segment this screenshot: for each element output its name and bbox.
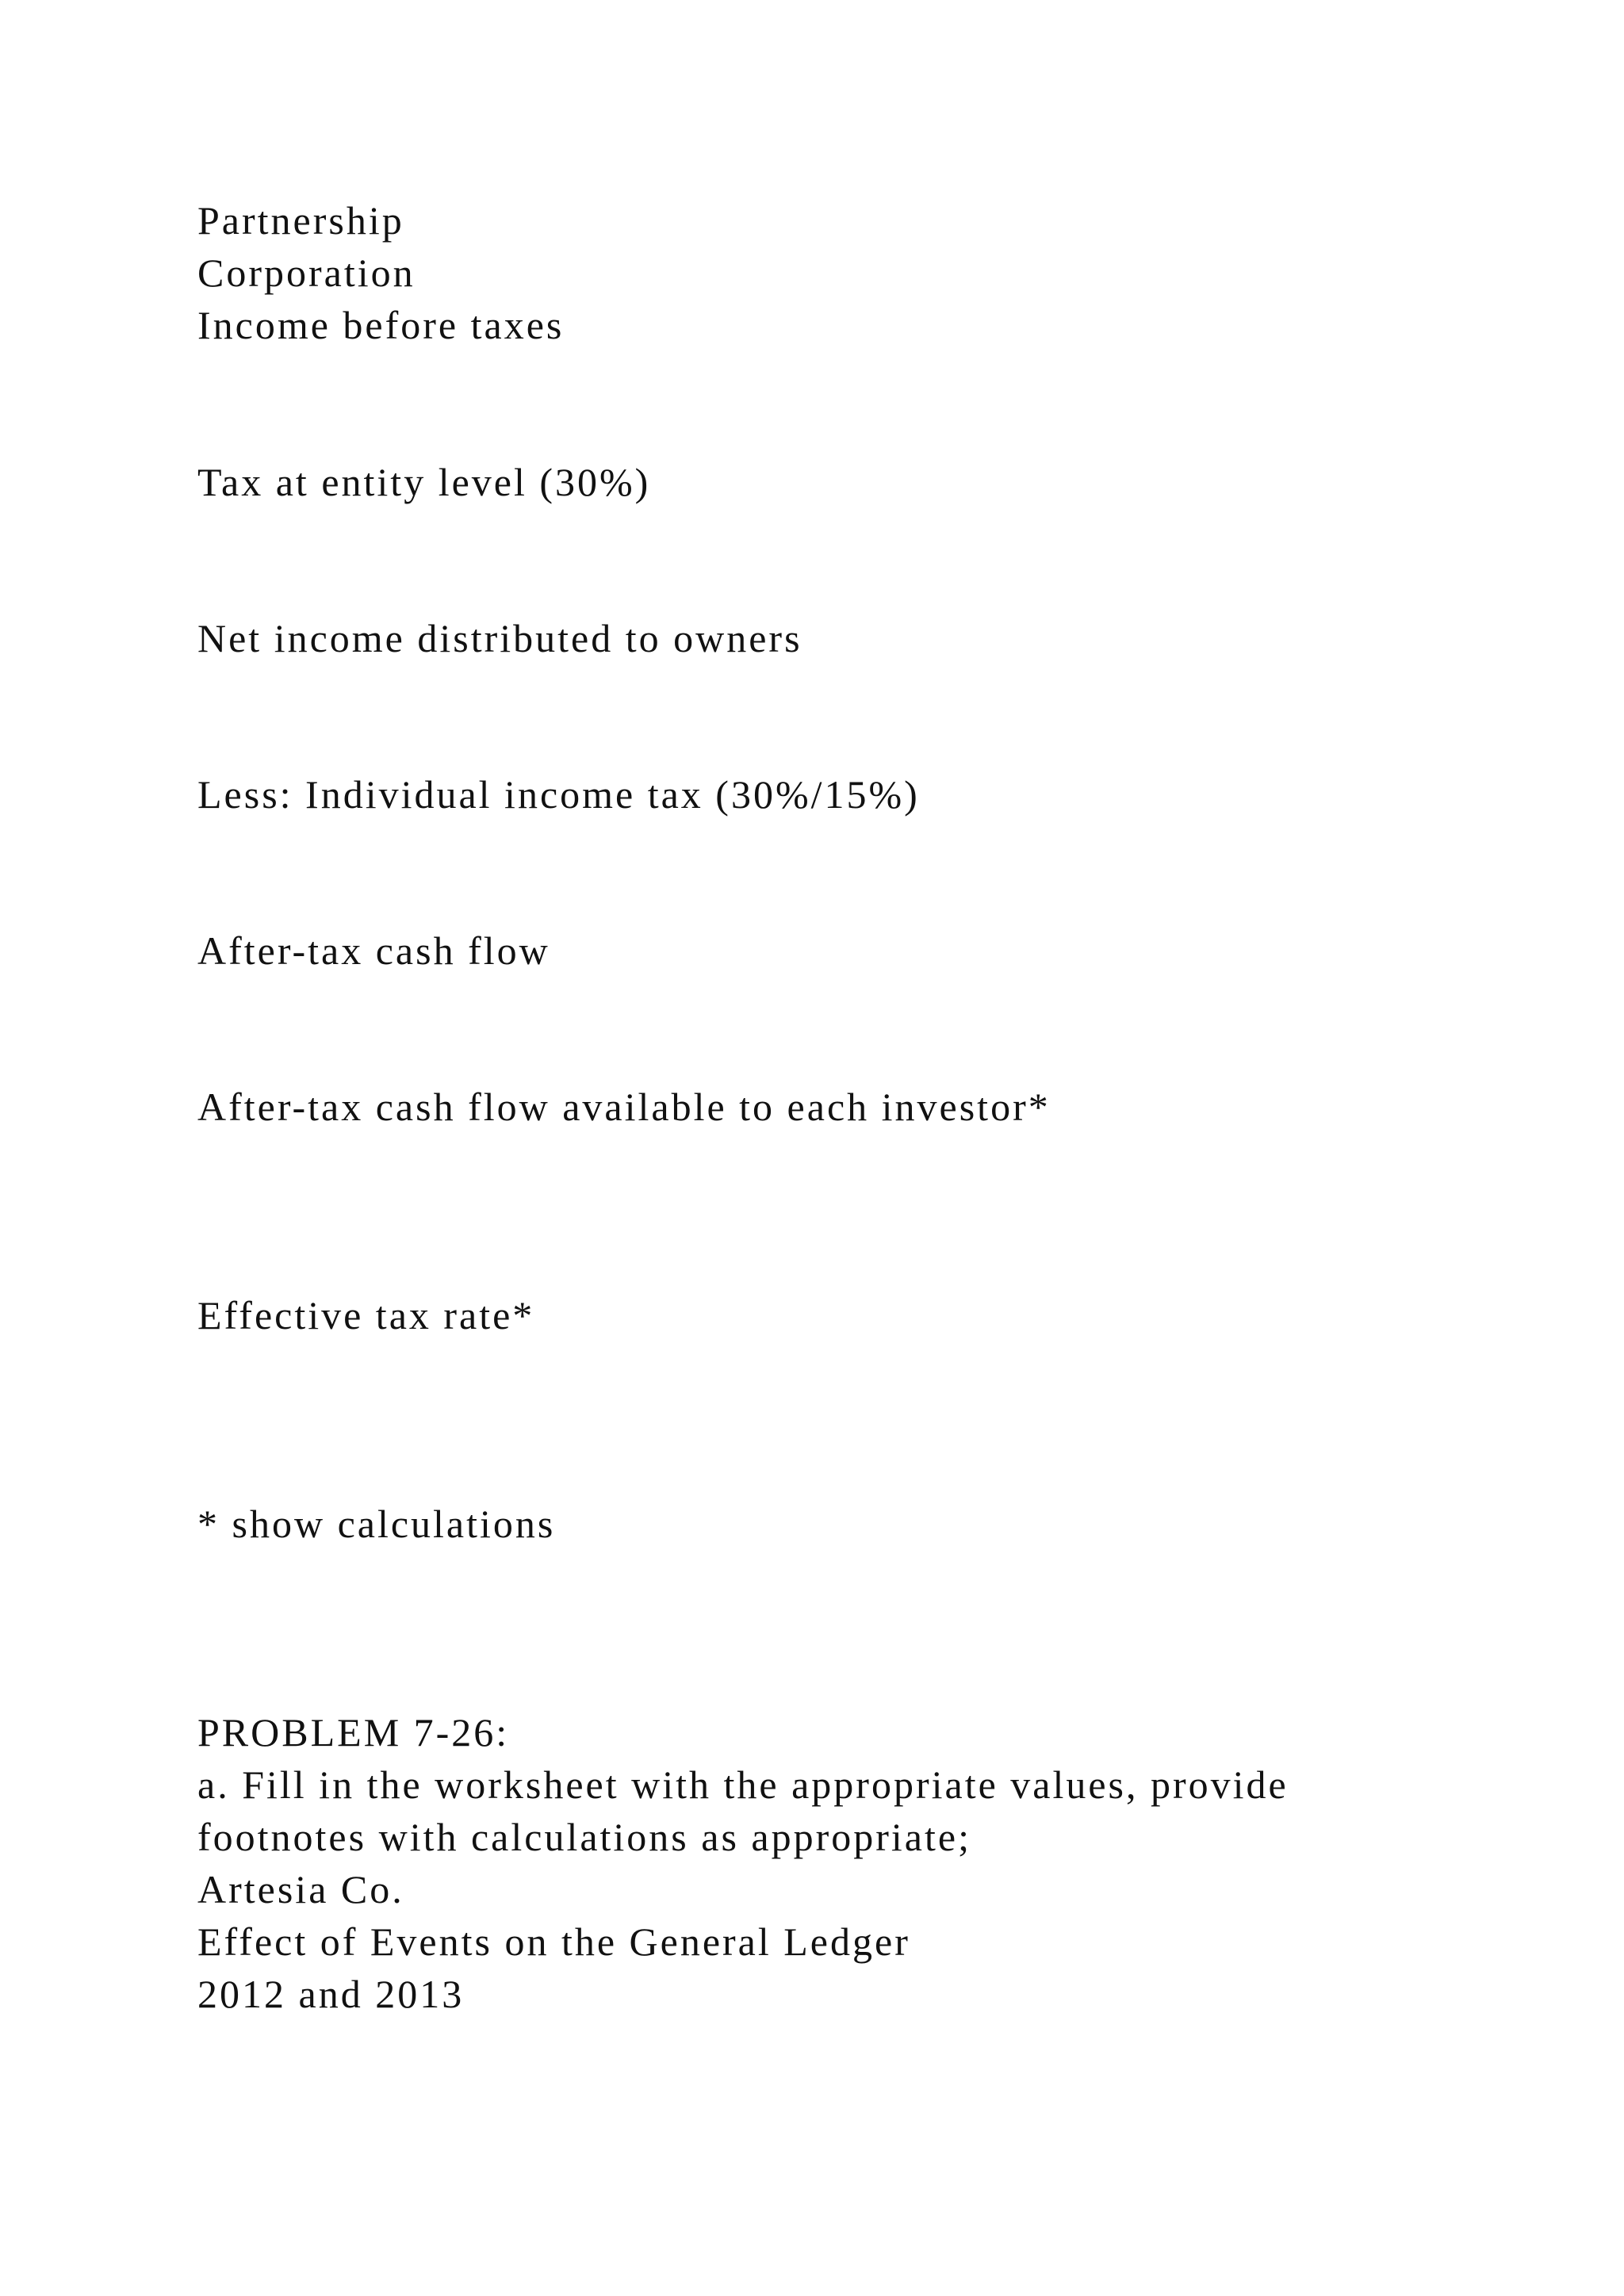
statement-title: Effect of Events on the General Ledger bbox=[197, 1919, 910, 1964]
row-label-effective-tax-rate: Effective tax rate* bbox=[197, 1293, 535, 1337]
problem-instruction-line-2: footnotes with calculations as appropriate; bbox=[197, 1815, 971, 1859]
row-label-cash-flow-per-investor: After-tax cash flow available to each investor* bbox=[197, 1085, 1051, 1129]
company-name: Artesia Co. bbox=[197, 1867, 404, 1911]
worksheet-footnote: * show calculations bbox=[197, 1502, 556, 1546]
statement-period: 2012 and 2013 bbox=[197, 1972, 465, 2016]
row-label-after-tax-cash-flow: After-tax cash flow bbox=[197, 928, 550, 973]
row-label-entity-tax: Tax at entity level (30%) bbox=[197, 460, 651, 504]
row-label-individual-income-tax: Less: Individual income tax (30%/15%) bbox=[197, 772, 920, 817]
row-label-net-income-distributed: Net income distributed to owners bbox=[197, 616, 802, 660]
problem-heading: PROBLEM 7-26: bbox=[197, 1710, 510, 1755]
row-label-income-before-taxes: Income before taxes bbox=[197, 303, 565, 347]
problem-instruction-line-1: a. Fill in the worksheet with the appropriate values, provide bbox=[197, 1762, 1289, 1807]
column-header-partnership: Partnership bbox=[197, 198, 404, 243]
column-header-corporation: Corporation bbox=[197, 251, 416, 295]
